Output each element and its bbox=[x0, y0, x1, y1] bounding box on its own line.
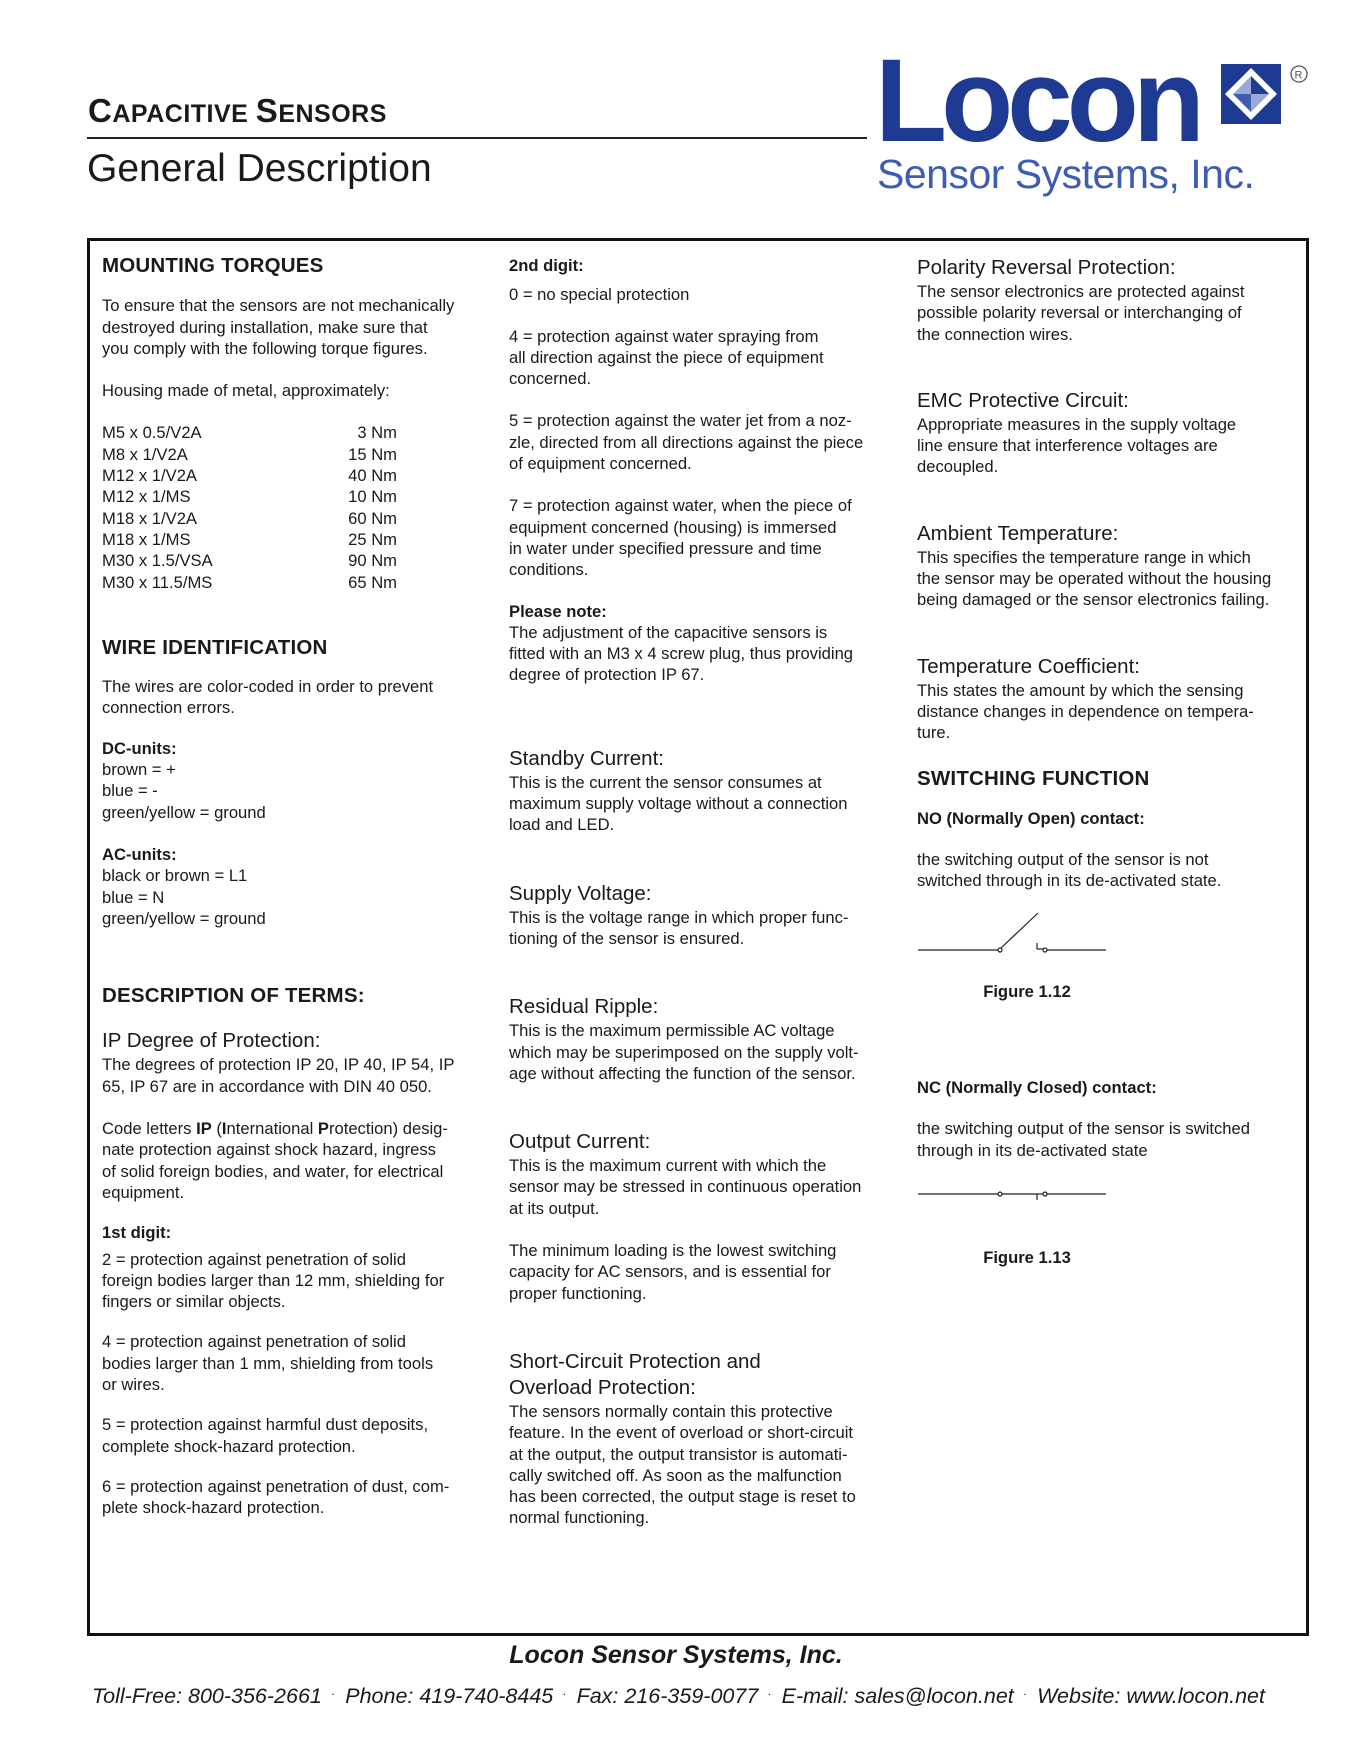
second-digit-label: 2nd digit: bbox=[509, 256, 584, 275]
torque-row bbox=[102, 508, 502, 529]
first-digit-label: 1st digit: bbox=[102, 1223, 172, 1243]
emc-line: line ensure that interference voltages are bbox=[917, 436, 1218, 456]
ac-wire-line: blue = N bbox=[102, 887, 165, 907]
protection-4-line: concerned. bbox=[509, 369, 592, 389]
ambient-line: the sensor may be operated without the housing bbox=[917, 569, 1272, 589]
torque-value: 65 Nm bbox=[348, 572, 397, 592]
protection-7-line: 7 = protection against water, when the piece of bbox=[509, 496, 852, 516]
emc-line: Appropriate measures in the supply voltage bbox=[917, 414, 1237, 434]
tempco-line: ture. bbox=[917, 723, 951, 743]
torque-value: 60 Nm bbox=[348, 508, 397, 528]
protection-7-line: in water under specified pressure and time bbox=[509, 538, 822, 558]
code-letters-line: Code letters IP (International Protection) desig- bbox=[102, 1119, 448, 1139]
wire-intro-line: connection errors. bbox=[102, 698, 235, 718]
output-line: sensor may be stressed in continuous operation bbox=[509, 1177, 862, 1197]
min-loading-line: capacity for AC sensors, and is essential for bbox=[509, 1262, 831, 1282]
torque-size: M18 x 1/V2A bbox=[102, 508, 198, 528]
torque-row bbox=[102, 422, 502, 443]
torque-size: M12 x 1/MS bbox=[102, 487, 191, 507]
note-line: The adjustment of the capacitive sensors is bbox=[509, 622, 828, 642]
protection-5-line: of equipment concerned. bbox=[509, 454, 692, 474]
no-contact-label: NO (Normally Open) contact: bbox=[917, 808, 1145, 828]
tempco-line: This states the amount by which the sensing bbox=[917, 680, 1244, 700]
figure-caption: Figure 1.12 bbox=[983, 981, 1071, 1001]
torque-row bbox=[102, 465, 502, 486]
column-right bbox=[917, 255, 1302, 1268]
wire-intro-line: The wires are color-coded in order to prevent bbox=[102, 677, 434, 697]
protection-5-line: zle, directed from all directions against the piece bbox=[509, 432, 864, 452]
separator-dot: . bbox=[331, 1684, 336, 1698]
nc-contact-label: NC (Normally Closed) contact: bbox=[917, 1078, 1157, 1098]
website-link[interactable]: Website: www.locon.net bbox=[1037, 1684, 1265, 1709]
standby-line: This is the current the sensor consumes at bbox=[509, 772, 822, 792]
torque-row bbox=[102, 529, 502, 550]
code-letters-line: of solid foreign bodies, and water, for electrical bbox=[102, 1161, 444, 1181]
mounting-intro-line: you comply with the following torque figures. bbox=[102, 338, 428, 358]
digit-6-line: 6 = protection against penetration of dust, com- bbox=[102, 1476, 450, 1496]
ip-text-line: The degrees of protection IP 20, IP 40, IP 54, IP bbox=[102, 1055, 455, 1075]
title-smallcaps: APACITIVE bbox=[112, 100, 256, 128]
separator-dot: . bbox=[563, 1684, 567, 1698]
output-line: This is the maximum current with which the bbox=[509, 1156, 827, 1176]
protection-7-line: equipment concerned (housing) is immersed bbox=[509, 517, 837, 537]
nc-switch-symbol-icon bbox=[917, 1178, 1107, 1212]
dc-units-label: DC-units: bbox=[102, 738, 177, 758]
polarity-line: possible polarity reversal or interchanging of bbox=[917, 303, 1242, 323]
no-switch-symbol-icon bbox=[917, 908, 1107, 968]
torque-size: M8 x 1/V2A bbox=[102, 444, 188, 464]
torque-size: M30 x 1.5/VSA bbox=[102, 551, 213, 571]
supply-line: tioning of the sensor is ensured. bbox=[509, 928, 745, 948]
description-of-terms-heading: DESCRIPTION OF TERMS: bbox=[102, 984, 365, 1008]
svg-text:R: R bbox=[1294, 69, 1303, 82]
min-loading-line: proper functioning. bbox=[509, 1283, 647, 1303]
ambient-line: being damaged or the sensor electronics failing. bbox=[917, 590, 1270, 610]
short-circuit-line: has been corrected, the output stage is reset to bbox=[509, 1487, 856, 1507]
torque-value: 10 Nm bbox=[348, 487, 397, 507]
torque-row bbox=[102, 444, 502, 465]
torque-size: M5 x 0.5/V2A bbox=[102, 423, 202, 443]
digit-2-line: foreign bodies larger than 12 mm, shielding for bbox=[102, 1270, 445, 1290]
column-middle bbox=[509, 255, 909, 1529]
short-circuit-line: cally switched off. As soon as the malfunction bbox=[509, 1465, 842, 1485]
ambient-temperature-heading: Ambient Temperature: bbox=[917, 521, 1119, 545]
logo-diamond-icon bbox=[1221, 64, 1281, 124]
title-divider bbox=[87, 137, 867, 139]
logo-tagline: Sensor Systems, Inc. bbox=[877, 151, 1255, 197]
dc-wire-line: blue = - bbox=[102, 781, 158, 801]
digit-4-line: 4 = protection against penetration of solid bbox=[102, 1332, 406, 1352]
torque-value: 25 Nm bbox=[348, 529, 397, 549]
protection-4-line: all direction against the piece of equipment bbox=[509, 347, 824, 367]
short-circuit-line: normal functioning. bbox=[509, 1508, 650, 1528]
torque-row bbox=[102, 572, 502, 593]
tollfree-number: Toll-Free: 800-356-2661 bbox=[92, 1684, 322, 1709]
housing-note: Housing made of metal, approximately: bbox=[102, 381, 390, 401]
ac-wire-line: black or brown = L1 bbox=[102, 866, 248, 886]
min-loading-line: The minimum loading is the lowest switching bbox=[509, 1241, 837, 1261]
no-contact-line: switched through in its de-activated state. bbox=[917, 871, 1222, 891]
nc-contact-line: through in its de-activated state bbox=[917, 1140, 1148, 1160]
torque-size: M12 x 1/V2A bbox=[102, 466, 198, 486]
torque-size: M30 x 11.5/MS bbox=[102, 572, 213, 592]
ripple-line: age without affecting the function of the sensor. bbox=[509, 1063, 856, 1083]
no-contact-line: the switching output of the sensor is not bbox=[917, 850, 1209, 870]
short-circuit-line: feature. In the event of overload or short-circuit bbox=[509, 1423, 854, 1443]
standby-current-heading: Standby Current: bbox=[509, 746, 664, 770]
ip-degree-heading: IP Degree of Protection: bbox=[102, 1029, 321, 1053]
short-circuit-heading: Overload Protection: bbox=[509, 1375, 696, 1399]
residual-ripple-heading: Residual Ripple: bbox=[509, 995, 659, 1019]
nc-contact-line: the switching output of the sensor is switched bbox=[917, 1119, 1250, 1139]
note-line: fitted with an M3 x 4 screw plug, thus providing bbox=[509, 644, 854, 664]
tempco-line: distance changes in dependence on tempera- bbox=[917, 701, 1254, 721]
torque-row bbox=[102, 550, 502, 571]
ripple-line: which may be superimposed on the supply volt- bbox=[509, 1042, 859, 1062]
mounting-intro-line: To ensure that the sensors are not mechanically bbox=[102, 296, 455, 316]
note-line: degree of protection IP 67. bbox=[509, 665, 705, 685]
output-line: at its output. bbox=[509, 1198, 600, 1218]
code-letters-line: equipment. bbox=[102, 1182, 185, 1202]
emc-circuit-heading: EMC Protective Circuit: bbox=[917, 388, 1129, 412]
figure-caption: Figure 1.13 bbox=[983, 1247, 1071, 1267]
title-smallcaps: ENSORS bbox=[278, 100, 387, 128]
temperature-coefficient-heading: Temperature Coefficient: bbox=[917, 654, 1140, 678]
short-circuit-line: at the output, the output transistor is automati- bbox=[509, 1444, 848, 1464]
ripple-line: This is the maximum permissible AC voltage bbox=[509, 1021, 835, 1041]
mounting-intro-line: destroyed during installation, make sure that bbox=[102, 317, 428, 337]
switching-function-heading: SWITCHING FUNCTION bbox=[917, 766, 1150, 790]
protection-0-line: 0 = no special protection bbox=[509, 285, 690, 305]
emc-line: decoupled. bbox=[917, 457, 999, 477]
column-left bbox=[102, 255, 502, 1518]
ip-text-line: 65, IP 67 are in accordance with DIN 40 050. bbox=[102, 1076, 432, 1096]
standby-line: maximum supply voltage without a connection bbox=[509, 794, 848, 814]
torque-value: 3 Nm bbox=[357, 423, 397, 443]
standby-line: load and LED. bbox=[509, 815, 615, 835]
page-title bbox=[88, 92, 387, 130]
phone-number: Phone: 419-740-8445 bbox=[345, 1684, 554, 1709]
digit-2-line: fingers or similar objects. bbox=[102, 1292, 286, 1312]
ac-units-label: AC-units: bbox=[102, 844, 177, 864]
title-letter: S bbox=[255, 92, 279, 129]
separator-dot: . bbox=[768, 1684, 772, 1698]
digit-5-line: complete shock-hazard protection. bbox=[102, 1436, 356, 1456]
polarity-line: the connection wires. bbox=[917, 324, 1073, 344]
mounting-torques-heading: MOUNTING TORQUES bbox=[102, 254, 324, 277]
fax-number: Fax: 216-359-0077 bbox=[576, 1684, 759, 1709]
output-current-heading: Output Current: bbox=[509, 1130, 651, 1154]
ac-wire-line: green/yellow = ground bbox=[102, 908, 266, 928]
polarity-reversal-heading: Polarity Reversal Protection: bbox=[917, 256, 1176, 279]
torque-value: 90 Nm bbox=[348, 551, 397, 571]
title-letter: C bbox=[88, 92, 113, 129]
please-note-label: Please note: bbox=[509, 601, 607, 621]
dc-wire-line: brown = + bbox=[102, 760, 176, 780]
supply-line: This is the voltage range in which proper func- bbox=[509, 907, 849, 927]
torque-value: 15 Nm bbox=[348, 444, 397, 464]
wire-identification-heading: WIRE IDENTIFICATION bbox=[102, 635, 328, 659]
protection-4-line: 4 = protection against water spraying from bbox=[509, 326, 819, 346]
digit-2-line: 2 = protection against penetration of solid bbox=[102, 1249, 406, 1269]
protection-5-line: 5 = protection against the water jet from a noz- bbox=[509, 411, 852, 431]
separator-dot: . bbox=[1023, 1684, 1028, 1698]
page-subtitle: General Description bbox=[87, 147, 432, 190]
code-letters-line: nate protection against shock hazard, ingress bbox=[102, 1140, 436, 1160]
torque-size: M18 x 1/MS bbox=[102, 529, 191, 549]
torque-row bbox=[102, 486, 502, 507]
polarity-line: The sensor electronics are protected against bbox=[917, 282, 1245, 301]
digit-6-line: plete shock-hazard protection. bbox=[102, 1498, 325, 1518]
digit-4-line: or wires. bbox=[102, 1374, 165, 1394]
footer-company-name: Locon Sensor Systems, Inc. bbox=[509, 1641, 843, 1669]
footer-contact-line bbox=[92, 1684, 1265, 1709]
short-circuit-line: The sensors normally contain this protective bbox=[509, 1401, 833, 1421]
logo-wordmark: Locon bbox=[875, 48, 1199, 167]
protection-7-line: conditions. bbox=[509, 560, 589, 580]
dc-wire-line: green/yellow = ground bbox=[102, 802, 266, 822]
digit-4-line: bodies larger than 1 mm, shielding from tools bbox=[102, 1353, 434, 1373]
digit-5-line: 5 = protection against harmful dust deposits, bbox=[102, 1415, 429, 1435]
short-circuit-heading: Short-Circuit Protection and bbox=[509, 1349, 761, 1373]
company-logo bbox=[875, 48, 1315, 198]
torque-value: 40 Nm bbox=[348, 466, 397, 486]
ambient-line: This specifies the temperature range in which bbox=[917, 547, 1251, 567]
email-link[interactable]: E-mail: sales@locon.net bbox=[781, 1684, 1014, 1709]
supply-voltage-heading: Supply Voltage: bbox=[509, 881, 652, 905]
